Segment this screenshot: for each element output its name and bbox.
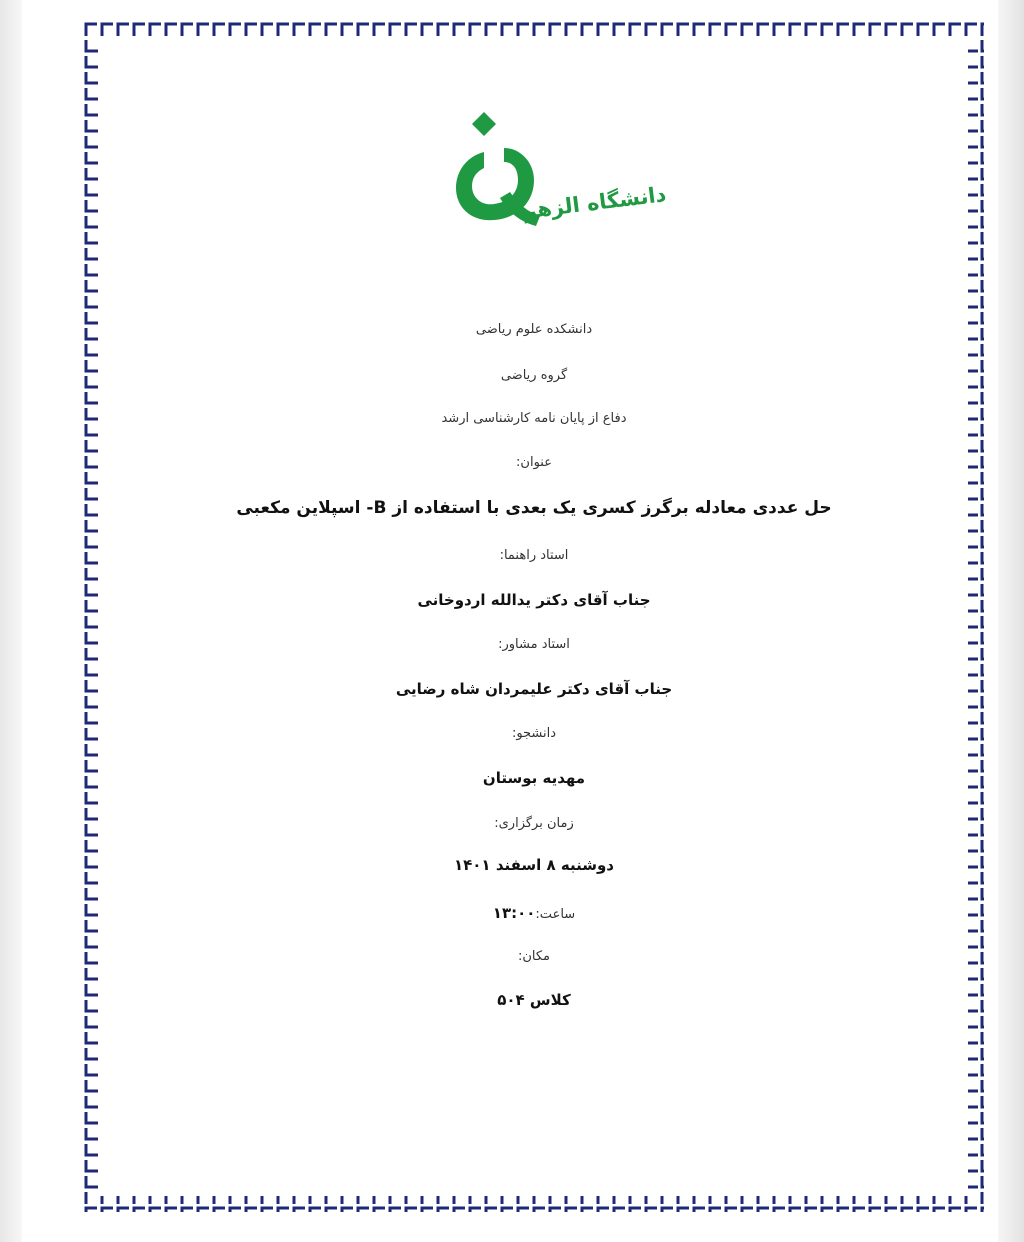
- event-description: دفاع از پایان نامه کارشناسی ارشد: [441, 411, 627, 426]
- student-name: مهدیه بوستان: [482, 769, 586, 787]
- advisor-name: جناب آقای دکتر علیمردان شاه رضایی: [395, 680, 673, 698]
- defense-time: ۱۳:۰۰: [492, 904, 536, 922]
- title-label: عنوان:: [516, 455, 552, 470]
- document-page: [22, 0, 998, 1242]
- faculty-name: دانشکده علوم ریاضی: [475, 322, 593, 337]
- date-label: زمان برگزاری:: [494, 816, 574, 831]
- time-row: [202, 903, 866, 922]
- venue-label: مکان:: [517, 949, 551, 964]
- defense-date: دوشنبه ۸ اسفند ۱۴۰۱: [453, 856, 615, 874]
- time-label: ساعت:: [535, 907, 576, 922]
- venue-room: کلاس ۵۰۴: [497, 991, 571, 1009]
- supervisor-name: جناب آقای دکتر یدالله اردوخانی: [417, 591, 651, 609]
- supervisor-label: استاد راهنما:: [499, 548, 569, 563]
- university-logo-text: دانشگاه الزهرا: [515, 182, 668, 225]
- advisor-label: استاد مشاور:: [498, 637, 570, 652]
- student-label: دانشجو:: [511, 726, 557, 741]
- department-name: گروه ریاضی: [500, 368, 568, 383]
- viewer-left-edge: [0, 0, 22, 1242]
- thesis-title: حل عددی معادله برگرز کسری یک بعدی با استفاده از B- اسپلاین مکعبی: [236, 498, 832, 518]
- viewer-right-edge: [998, 0, 1024, 1242]
